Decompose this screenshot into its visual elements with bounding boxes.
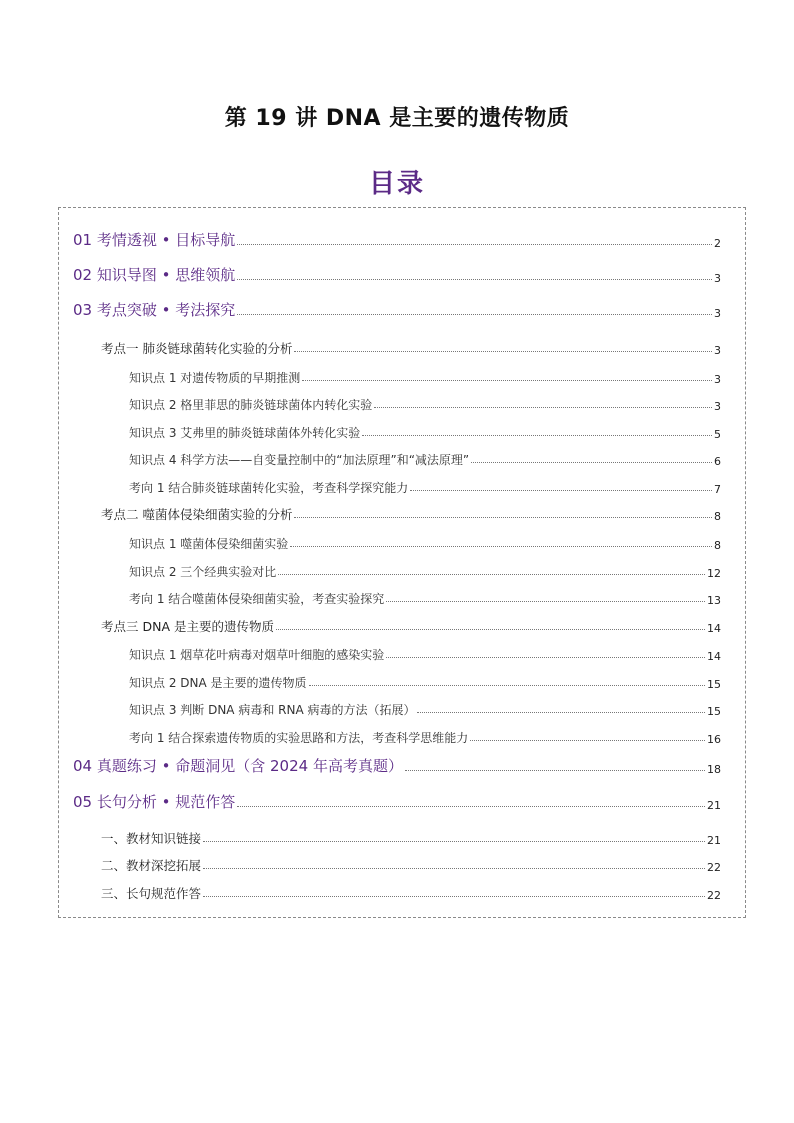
- toc-entry-label: 04 真题练习 • 命题洞见（含 2024 年高考真题）: [73, 757, 403, 775]
- toc-entry-label: 考向 1 结合探索遗传物质的实验思路和方法，考查科学思维能力: [129, 731, 469, 745]
- toc-entry-zhishidian-2-2[interactable]: [129, 558, 721, 580]
- toc-entry-zhishidian-1-1[interactable]: [129, 364, 721, 386]
- toc-page-number: 3: [714, 307, 721, 320]
- toc-entry-05-3[interactable]: [101, 880, 721, 902]
- toc-page-number: 6: [714, 455, 721, 468]
- toc-entry-05[interactable]: [73, 790, 721, 812]
- dot-leader: [294, 516, 712, 518]
- toc-box: [58, 207, 746, 918]
- toc-page-number: 7: [714, 483, 721, 496]
- toc-entry-zhishidian-3-3[interactable]: [129, 696, 721, 718]
- toc-entry-zhishidian-1-3[interactable]: [129, 419, 721, 441]
- toc-entry-kaoxiang-2-1[interactable]: [129, 585, 721, 607]
- toc-entry-label: 知识点 2 格里菲思的肺炎链球菌体内转化实验: [129, 398, 373, 412]
- dot-leader: [237, 243, 712, 245]
- dot-leader: [294, 350, 712, 352]
- toc-page-number: 14: [707, 650, 721, 663]
- toc-entry-label: 三、长句规范作答: [101, 886, 202, 901]
- toc-entry-label: 知识点 4 科学方法——自变量控制中的“加法原理”和“减法原理”: [129, 453, 470, 467]
- dot-leader: [309, 684, 705, 686]
- toc-page-number: 3: [714, 400, 721, 413]
- toc-page-number: 12: [707, 567, 721, 580]
- toc-heading: 目录: [368, 169, 425, 199]
- document-title: 第 19 讲 DNA 是主要的遗传物质: [224, 106, 570, 131]
- dot-leader: [276, 628, 705, 630]
- dot-leader: [302, 379, 712, 381]
- toc-entry-kaodian-1[interactable]: [101, 335, 721, 357]
- toc-entry-kaodian-2[interactable]: [101, 501, 721, 523]
- dot-leader: [203, 895, 705, 897]
- toc-page-number: 15: [707, 705, 721, 718]
- toc-entry-label: 05 长句分析 • 规范作答: [73, 793, 236, 811]
- toc-page-number: 2: [714, 237, 721, 250]
- dot-leader: [237, 278, 712, 280]
- toc-entry-label: 01 考情透视 • 目标导航: [73, 231, 236, 249]
- toc-entry-label: 知识点 3 判断 DNA 病毒和 RNA 病毒的方法（拓展）: [129, 703, 416, 717]
- dot-leader: [405, 769, 705, 771]
- toc-entry-label: 知识点 1 烟草花叶病毒对烟草叶细胞的感染实验: [129, 648, 385, 662]
- toc-page-number: 22: [707, 889, 721, 902]
- toc-entry-02[interactable]: [73, 263, 721, 285]
- dot-leader: [237, 805, 705, 807]
- toc-page-number: 21: [707, 834, 721, 847]
- dot-leader: [203, 867, 705, 869]
- toc-page-number: 15: [707, 678, 721, 691]
- toc-entry-03[interactable]: [73, 298, 721, 320]
- toc-page-number: 16: [707, 733, 721, 746]
- dot-leader: [278, 573, 705, 575]
- toc-page-number: 22: [707, 861, 721, 874]
- toc-entry-zhishidian-1-4[interactable]: [129, 446, 721, 468]
- toc-entry-label: 知识点 2 DNA 是主要的遗传物质: [129, 676, 307, 690]
- toc-entry-label: 考向 1 结合噬菌体侵染细菌实验，考查实验探究: [129, 592, 385, 606]
- dot-leader: [386, 656, 705, 658]
- toc-page-number: 5: [714, 428, 721, 441]
- toc-page-number: 3: [714, 373, 721, 386]
- toc-entry-kaodian-3[interactable]: [101, 613, 721, 635]
- dot-leader: [290, 545, 712, 547]
- toc-entry-zhishidian-2-1[interactable]: [129, 530, 721, 552]
- dot-leader: [470, 739, 705, 741]
- toc-entry-label: 知识点 1 对遗传物质的早期推测: [129, 371, 301, 385]
- dot-leader: [410, 489, 712, 491]
- toc-entry-01[interactable]: [73, 228, 721, 250]
- toc-page-number: 3: [714, 272, 721, 285]
- toc-entry-label: 一、教材知识链接: [101, 831, 202, 846]
- toc-page-number: 13: [707, 594, 721, 607]
- toc-entry-zhishidian-3-2[interactable]: [129, 669, 721, 691]
- toc-entry-label: 考点一 肺炎链球菌转化实验的分析: [101, 341, 293, 356]
- toc-page-number: 14: [707, 622, 721, 635]
- toc-entry-label: 02 知识导图 • 思维领航: [73, 266, 236, 284]
- toc-entry-kaoxiang-3-1[interactable]: [129, 724, 721, 746]
- toc-page-number: 8: [714, 510, 721, 523]
- dot-leader: [386, 600, 705, 602]
- dot-leader: [471, 461, 712, 463]
- dot-leader: [362, 434, 712, 436]
- dot-leader: [237, 313, 712, 315]
- toc-entry-label: 二、教材深挖拓展: [101, 858, 202, 873]
- toc-entry-05-1[interactable]: [101, 825, 721, 847]
- toc-page-number: 21: [707, 799, 721, 812]
- dot-leader: [374, 406, 712, 408]
- toc-entry-zhishidian-1-2[interactable]: [129, 391, 721, 413]
- toc-entry-04[interactable]: [73, 754, 721, 776]
- toc-entry-zhishidian-3-1[interactable]: [129, 641, 721, 663]
- toc-entry-label: 知识点 2 三个经典实验对比: [129, 565, 277, 579]
- dot-leader: [203, 840, 705, 842]
- toc-page-number: 18: [707, 763, 721, 776]
- dot-leader: [417, 711, 705, 713]
- toc-entry-label: 知识点 1 噬菌体侵染细菌实验: [129, 537, 289, 551]
- toc-entry-label: 03 考点突破 • 考法探究: [73, 301, 236, 319]
- toc-entry-kaoxiang-1-1[interactable]: [129, 474, 721, 496]
- toc-entry-label: 考点二 噬菌体侵染细菌实验的分析: [101, 507, 293, 522]
- toc-page-number: 3: [714, 344, 721, 357]
- toc-page-number: 8: [714, 539, 721, 552]
- toc-entry-label: 知识点 3 艾弗里的肺炎链球菌体外转化实验: [129, 426, 361, 440]
- toc-entry-05-2[interactable]: [101, 852, 721, 874]
- toc-entry-label: 考向 1 结合肺炎链球菌转化实验，考查科学探究能力: [129, 481, 409, 495]
- toc-entry-label: 考点三 DNA 是主要的遗传物质: [101, 619, 274, 634]
